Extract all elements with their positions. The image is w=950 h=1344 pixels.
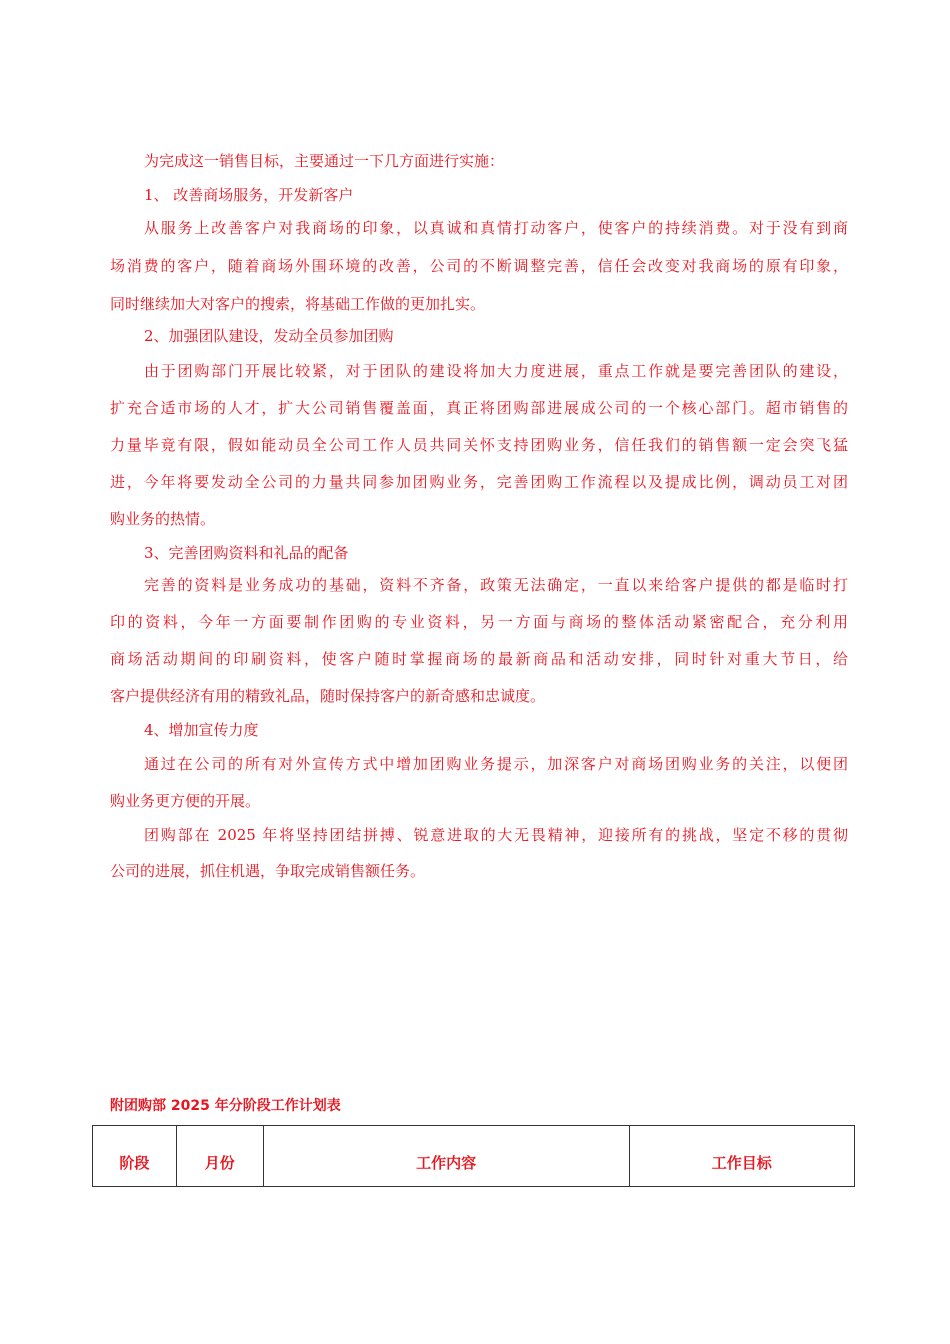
closing-line: 团购部在 2025 年将坚持团结拼搏、锐意进取的大无畏精神，迎接所有的挑战，坚定不移的贯彻 <box>144 826 848 844</box>
table-caption: 附团购部 2025 年分阶段工作计划表 <box>110 1098 341 1114</box>
section-2-heading: 2、加强团队建设，发动全员参加团购 <box>144 327 394 345</box>
section-2-line: 扩充合适市场的人才，扩大公司销售覆盖面，真正将团购部进展成公司的一个核心部门。超市销售的 <box>110 399 848 417</box>
header-stage: 阶段 <box>93 1126 177 1187</box>
section-3-heading: 3、完善团购资料和礼品的配备 <box>144 544 349 562</box>
section-2-line: 购业务的热情。 <box>110 510 216 528</box>
section-4-line: 购业务更方便的开展。 <box>110 792 261 810</box>
section-1-line: 同时继续加大对客户的搜索，将基础工作做的更加扎实。 <box>110 295 486 313</box>
section-2-line: 由于团购部门开展比较紧，对于团队的建设将加大力度进展，重点工作就是要完善团队的建设， <box>144 362 848 380</box>
section-3-line: 商场活动期间的印刷资料，使客户随时掌握商场的最新商品和活动安排，同时针对重大节日，给 <box>110 650 848 668</box>
section-3-line: 客户提供经济有用的精致礼品，随时保持客户的新奇感和忠诚度。 <box>110 687 546 705</box>
header-work-content: 工作内容 <box>263 1126 629 1187</box>
section-1-heading: 1、 改善商场服务，开发新客户 <box>144 186 354 204</box>
intro-paragraph: 为完成这一销售目标，主要通过一下几方面进行实施： <box>144 152 505 170</box>
section-4-line: 通过在公司的所有对外宣传方式中增加团购业务提示，加深客户对商场团购业务的关注，以便团 <box>144 755 848 773</box>
section-3-line: 完善的资料是业务成功的基础，资料不齐备，政策无法确定，一直以来给客户提供的都是临时打 <box>144 576 848 594</box>
section-2-line: 进，今年将要发动全公司的力量共同参加团购业务，完善团购工作流程以及提成比例，调动员工对团 <box>110 473 848 491</box>
section-1-line: 场消费的客户，随着商场外围环境的改善，公司的不断调整完善，信任会改变对我商场的原有印象， <box>110 257 848 275</box>
section-3-line: 印的资料，今年一方面要制作团购的专业资料，另一方面与商场的整体活动紧密配合，充分利用 <box>110 613 848 631</box>
header-work-goal: 工作目标 <box>629 1126 854 1187</box>
section-4-heading: 4、增加宣传力度 <box>144 721 259 739</box>
closing-line: 公司的进展，抓住机遇，争取完成销售额任务。 <box>110 862 426 880</box>
work-plan-table <box>92 1125 855 1187</box>
table-header-row <box>93 1126 855 1187</box>
header-month: 月份 <box>176 1126 263 1187</box>
section-2-line: 力量毕竟有限，假如能动员全公司工作人员共同关怀支持团购业务，信任我们的销售额一定会突飞猛 <box>110 436 848 454</box>
section-1-line: 从服务上改善客户对我商场的印象，以真诚和真情打动客户，使客户的持续消费。对于没有到商 <box>144 219 848 237</box>
